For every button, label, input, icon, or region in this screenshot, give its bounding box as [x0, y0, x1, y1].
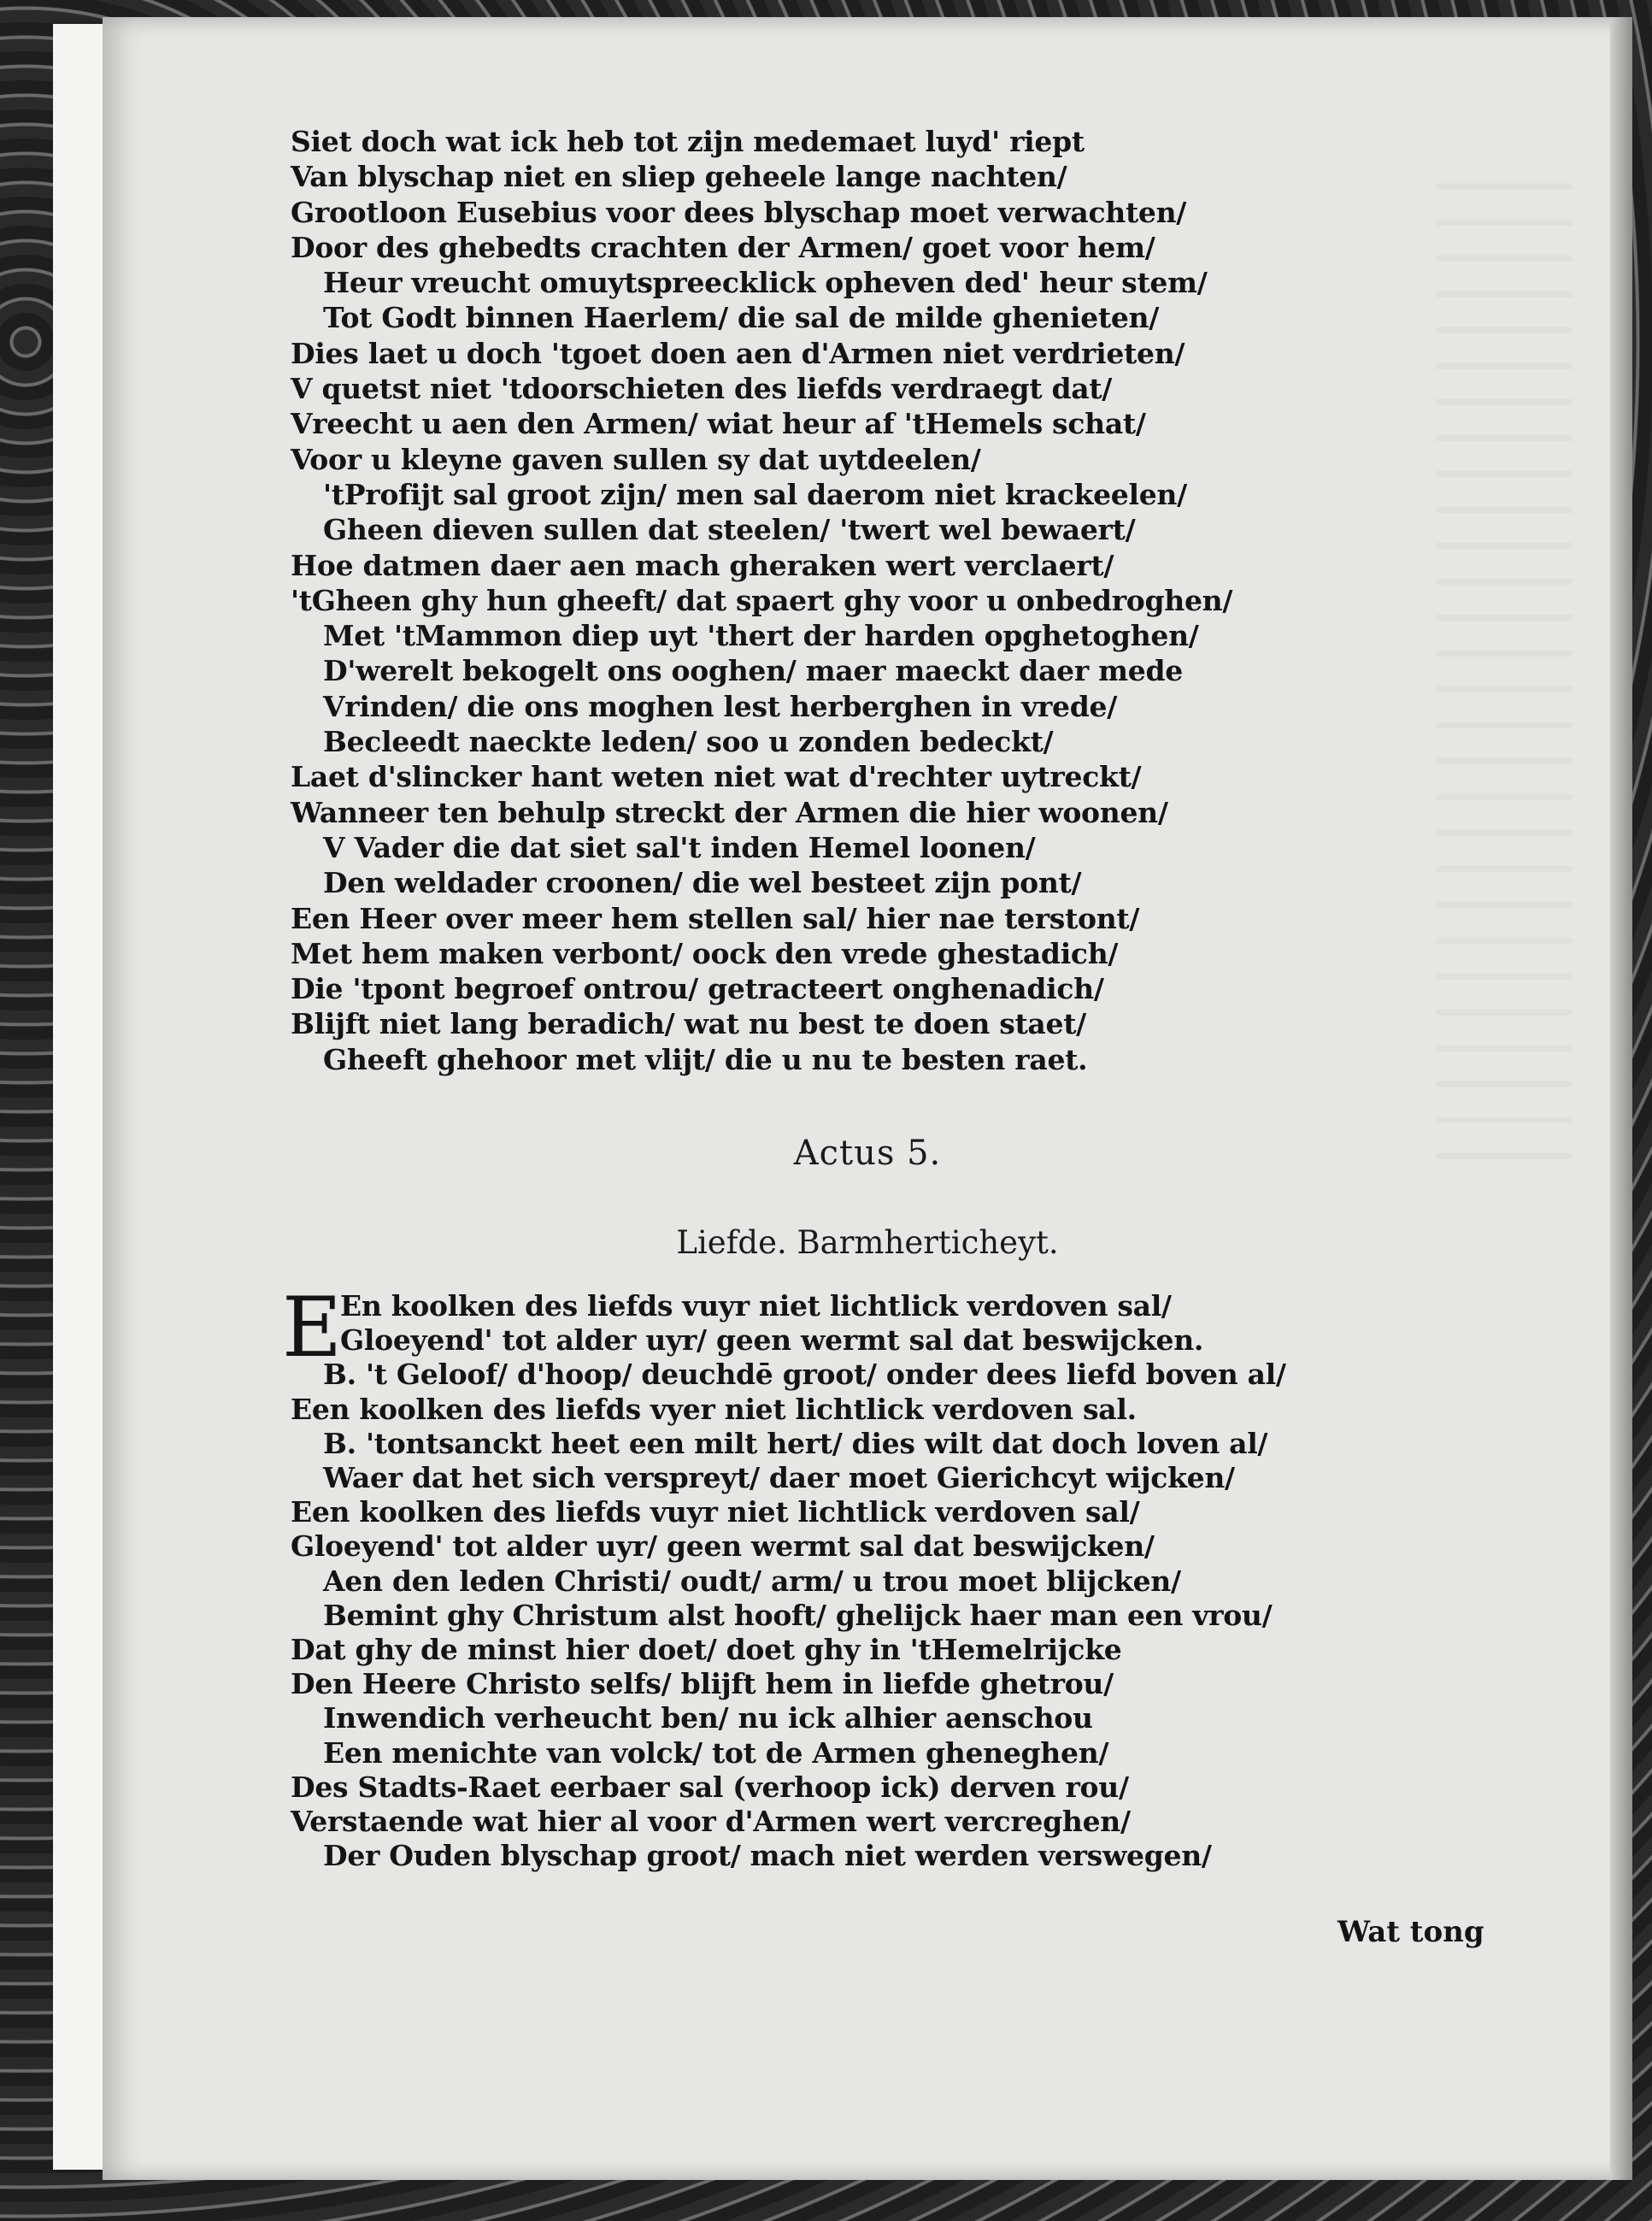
verse-line: D'werelt bekogelt ons ooghen/ maer maeckt daer mede	[323, 654, 1183, 688]
verse-line: Dat ghy de minst hier doet/ doet ghy in 'tHemelrijcke	[291, 1633, 1122, 1667]
verse-line: Grootloon Eusebius voor dees blyschap moet verwachten/	[291, 195, 1187, 229]
verse-line: Den Heere Christo selfs/ blijft hem in liefde ghetrou/	[291, 1667, 1114, 1701]
verse-line: Becleedt naeckte leden/ soo u zonden bedeckt/	[323, 725, 1054, 759]
verse-line: V Vader die dat siet sal't inden Hemel loonen/	[323, 830, 1036, 864]
verse-line: Des Stadts-Raet eerbaer sal (verhoop ick) derven rou/	[291, 1770, 1129, 1804]
verse-line: 'tProfijt sal groot zijn/ men sal daerom niet krackeelen/	[323, 477, 1187, 511]
verse-line: En koolken des liefds vuyr niet lichtlick verdoven sal/	[340, 1289, 1172, 1323]
verse-line: Gheen dieven sullen dat steelen/ 'twert wel bewaert/	[323, 513, 1136, 547]
verse-line: Een menichte van volck/ tot de Armen gheneghen/	[323, 1735, 1109, 1770]
verse-line: Inwendich verheucht ben/ nu ick alhier aenschou	[323, 1701, 1093, 1735]
verse-line: Met 'tMammon diep uyt 'thert der harden opghetoghen/	[323, 619, 1199, 653]
page-edge-shadow	[1610, 17, 1632, 2180]
verse-line: Aen den leden Christi/ oudt/ arm/ u trou moet blijcken/	[323, 1564, 1181, 1598]
verse-line: Den weldader croonen/ die wel besteet zijn pont/	[323, 866, 1082, 900]
verse-line: Tot Godt binnen Haerlem/ die sal de milde ghenieten/	[323, 301, 1159, 335]
verse-line: Waer dat het sich verspreyt/ daer moet Gierichcyt wijcken/	[323, 1461, 1235, 1495]
verse-line: Voor u kleyne gaven sullen sy dat uytdeelen/	[291, 442, 981, 476]
verse-block-bottom	[291, 1289, 1419, 1873]
act-heading: Actus 5.	[793, 1134, 942, 1173]
verse-line: Gloeyend' tot alder uyr/ geen wermt sal dat beswijcken.	[340, 1323, 1204, 1358]
verse-line: 'tGheen ghy hun gheeft/ dat spaert ghy voor u onbedroghen/	[291, 583, 1233, 617]
verse-line: Heur vreucht omuytspreecklick opheven ded' heur stem/	[323, 266, 1208, 300]
verse-line: Door des ghebedts crachten der Armen/ goet voor hem/	[291, 230, 1155, 264]
verse-line: Een koolken des liefds vuyr niet lichtlick verdoven sal/	[291, 1495, 1140, 1529]
catchword: Wat tong	[1337, 1915, 1484, 1949]
drop-capital: E	[282, 1280, 343, 1376]
verse-line: Hoe datmen daer aen mach gheraken wert verclaert/	[291, 548, 1114, 582]
verse-line: Van blyschap niet en sliep geheele lange nachten/	[291, 160, 1067, 194]
verse-line: Gloeyend' tot alder uyr/ geen wermt sal dat beswijcken/	[291, 1529, 1155, 1564]
verse-line: Een koolken des liefds vyer niet lichtlick verdoven sal.	[291, 1392, 1137, 1426]
verse-line: Dies laet u doch 'tgoet doen aen d'Armen niet verdrieten/	[291, 336, 1185, 370]
verse-line: Wanneer ten behulp streckt der Armen die hier woonen/	[291, 795, 1168, 829]
verse-line: V quetst niet 'tdoorschieten des liefds verdraegt dat/	[291, 372, 1113, 406]
verse-line: Verstaende wat hier al voor d'Armen wert vercreghen/	[291, 1805, 1131, 1839]
verse-line: Laet d'slincker hant weten niet wat d'rechter uytreckt/	[291, 760, 1142, 794]
bleed-through-text	[1436, 154, 1573, 1180]
verse-block-top	[291, 124, 1402, 1077]
characters-heading: Liefde. Barmherticheyt.	[676, 1224, 1059, 1261]
verse-line: Een Heer over meer hem stellen sal/ hier nae terstont/	[291, 901, 1140, 935]
verse-line: Der Ouden blyschap groot/ mach niet werden verswegen/	[323, 1839, 1212, 1873]
verse-line: Vreecht u aen den Armen/ wiat heur af 'tHemels schat/	[291, 407, 1146, 441]
verse-line: Die 'tpont begroef ontrou/ getracteert onghenadich/	[291, 972, 1104, 1006]
verse-line: Gheeft ghehoor met vlijt/ die u nu te besten raet.	[323, 1042, 1088, 1076]
verse-line: Met hem maken verbont/ oock den vrede ghestadich/	[291, 936, 1119, 970]
verse-line: Bemint ghy Christum alst hooft/ ghelijck haer man een vrou/	[323, 1598, 1273, 1632]
verse-line: Vrinden/ die ons moghen lest herberghen in vrede/	[323, 689, 1117, 723]
verse-line: Siet doch wat ick heb tot zijn medemaet luyd' riept	[291, 125, 1085, 158]
verse-line: B. 't Geloof/ d'hoop/ deuchdē groot/ onder dees liefd boven al/	[323, 1358, 1286, 1392]
verse-line: B. 'tontsanckt heet een milt hert/ dies wilt dat doch loven al/	[323, 1426, 1268, 1460]
verse-line: Blijft niet lang beradich/ wat nu best te doen staet/	[291, 1007, 1086, 1041]
